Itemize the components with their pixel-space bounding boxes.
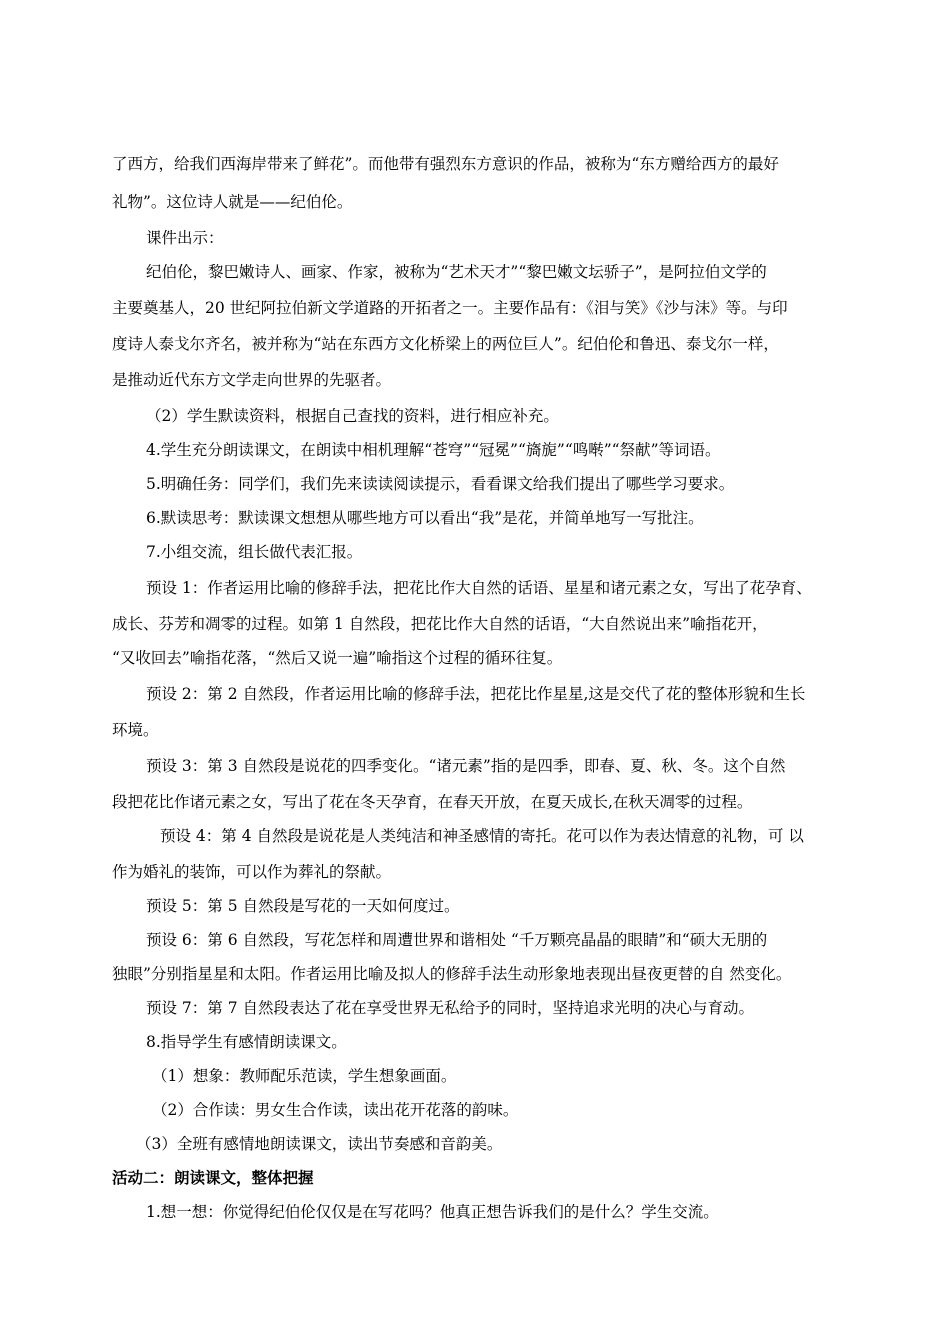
preset-paragraph: 环境。: [112, 721, 159, 739]
preset-paragraph: 预设 6：第 6 自然段，写花怎样和周遭世界和谐相处 “千万颗亮晶晶的眼睛”和“硕大无朋的: [146, 931, 768, 949]
list-item: 8.指导学生有感情朗读课文。: [146, 1033, 347, 1051]
paragraph-line: 主要奠基人，20 世纪阿拉伯新文学道路的开拓者之一。主要作品有：《泪与笑》《沙与沫》等。与印: [112, 299, 788, 317]
preset-paragraph: 预设 5：第 5 自然段是写花的一天如何度过。: [146, 897, 460, 915]
list-item: （2）学生默读资料，根据自己查找的资料，进行相应补充。: [146, 407, 559, 425]
section-label: 课件出示：: [146, 229, 224, 247]
list-item: 1.想一想：你觉得纪伯伦仅仅是在写花吗？他真正想告诉我们的是什么？学生交流。: [146, 1203, 719, 1221]
preset-paragraph: 预设 4：第 4 自然段是说花是人类纯洁和神圣感情的寄托。花可以作为表达情意的礼物，可 以: [160, 827, 804, 845]
preset-paragraph: 预设 2：第 2 自然段，作者运用比喻的修辞手法，把花比作星星,这是交代了花的整体形貌和生长: [146, 685, 806, 703]
list-item: 5.明确任务：同学们，我们先来读读阅读提示，看看课文给我们提出了哪些学习要求。: [146, 475, 735, 493]
preset-paragraph: 成长、芬芳和凋零的过程。如第 1 自然段，把花比作大自然的话语，“大自然说出来”喻指花开，: [112, 615, 768, 633]
list-item: 4.学生充分朗读课文，在朗读中相机理解“苍穹”“冠冕”“旖旎”“鸣啭”“祭献”等词语。: [146, 441, 721, 459]
paragraph-line: 礼物”。这位诗人就是——纪伯伦。: [112, 193, 353, 211]
list-item: （1）想象：教师配乐范读，学生想象画面。: [152, 1067, 457, 1085]
preset-paragraph: 预设 1：作者运用比喻的修辞手法，把花比作大自然的话语、星星和诸元素之女，写出了花孕育、: [146, 579, 812, 597]
preset-paragraph: 独眼”分别指星星和太阳。作者运用比喻及拟人的修辞手法生动形象地表现出昼夜更替的自 然变化。: [112, 965, 792, 983]
list-item: 7.小组交流，组长做代表汇报。: [146, 543, 363, 561]
paragraph-line: 了西方，给我们西海岸带来了鲜花”。而他带有强烈东方意识的作品，被称为“东方赠给西方的最好: [112, 155, 779, 173]
preset-paragraph: 预设 3：第 3 自然段是说花的四季变化。“诸元素”指的是四季，即春、夏、秋、冬。这个自然: [146, 757, 786, 775]
preset-paragraph: 预设 7：第 7 自然段表达了花在享受世界无私给予的同时，坚持追求光明的决心与育动。: [146, 999, 755, 1017]
list-item: （2）合作读：男女生合作读，读出花开花落的韵味。: [152, 1101, 519, 1119]
paragraph-line: 度诗人泰戈尔齐名，被并称为“站在东西方文化桥梁上的两位巨人”。纪伯伦和鲁迅、泰戈尔一样，: [112, 335, 779, 353]
list-item: （3）全班有感情地朗读课文，读出节奏感和音韵美。: [136, 1135, 503, 1153]
paragraph-line: 纪伯伦，黎巴嫩诗人、画家、作家，被称为“艺术天才”“黎巴嫩文坛骄子”，是阿拉伯文学的: [146, 263, 767, 281]
activity-heading: 活动二：朗读课文，整体把握: [112, 1168, 314, 1187]
preset-paragraph: 作为婚礼的装饰，可以作为葬礼的祭献。: [112, 863, 392, 881]
preset-paragraph: “又收回去”喻指花落，“然后又说一遍”喻指这个过程的循环往复。: [112, 649, 563, 667]
list-item: 6.默读思考：默读课文想想从哪些地方可以看出“我”是花，并简单地写一写批注。: [146, 509, 704, 527]
preset-paragraph: 段把花比作诸元素之女，写出了花在冬天孕育，在春天开放，在夏天成长,在秋天凋零的过程。: [112, 793, 753, 811]
paragraph-line: 是推动近代东方文学走向世界的先驱者。: [112, 371, 392, 389]
